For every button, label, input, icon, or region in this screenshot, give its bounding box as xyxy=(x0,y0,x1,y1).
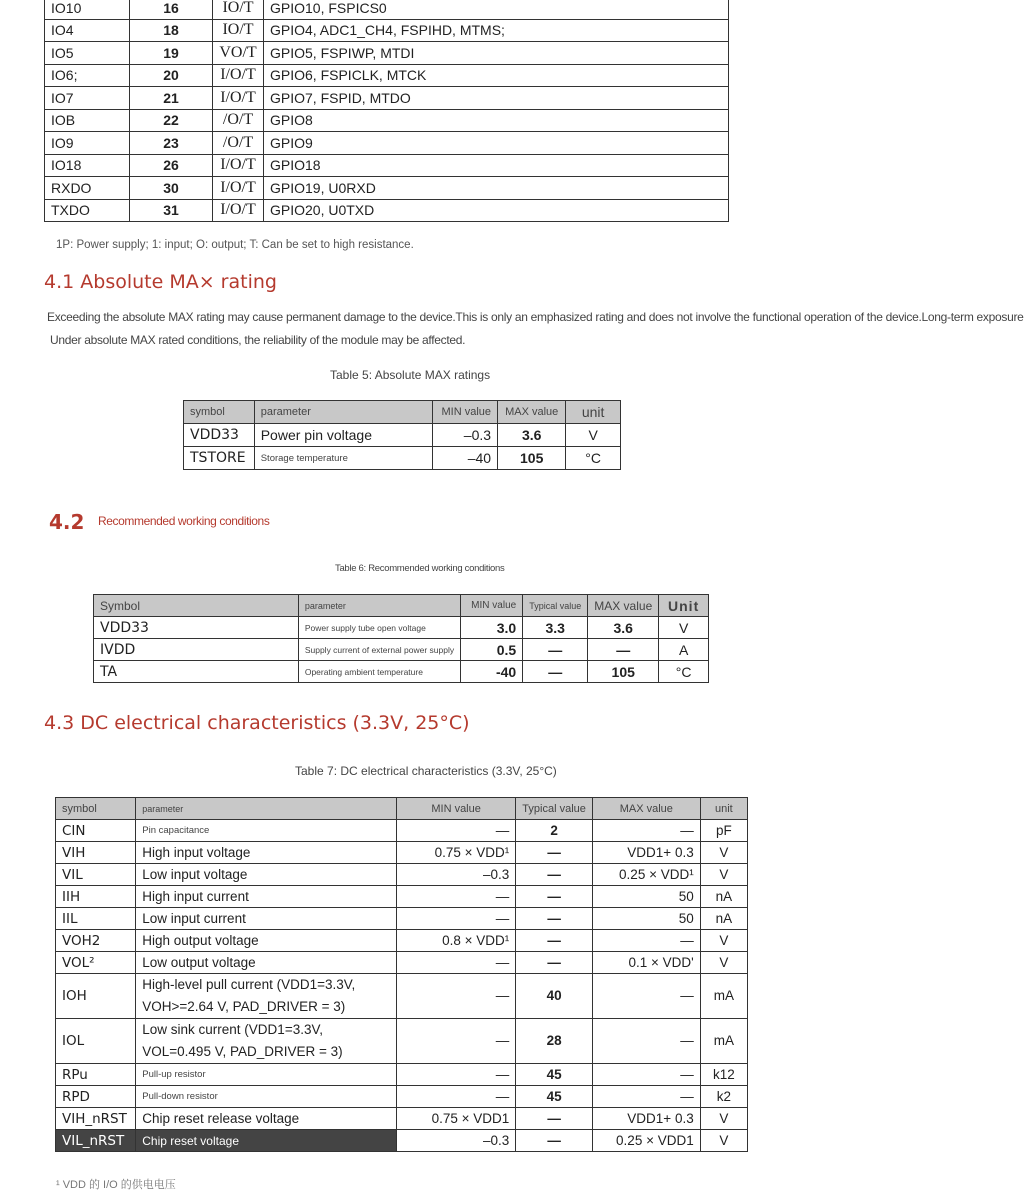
pin-function: GPIO7, FSPID, MTDO xyxy=(264,87,729,110)
section-heading-4-3: 4.3 DC electrical characteristics (3.3V, 25°C) xyxy=(44,712,470,734)
unit-cell: A xyxy=(659,639,709,661)
min-cell: — xyxy=(396,1086,515,1108)
table-row xyxy=(56,1064,748,1086)
pin-name: TXDO xyxy=(45,199,130,222)
min-cell: –0.3 xyxy=(396,1130,515,1152)
table-row xyxy=(56,1108,748,1130)
table-row xyxy=(94,617,709,639)
max-cell: 50 xyxy=(592,908,700,930)
unit-cell: V xyxy=(700,1130,747,1152)
unit-cell: V xyxy=(700,930,747,952)
symbol-cell: RPu xyxy=(56,1064,136,1086)
section-heading-4-1: 4.1 Absolute MA× rating xyxy=(44,271,277,293)
pin-type: /O/T xyxy=(213,132,264,155)
table-row xyxy=(45,177,729,200)
max-cell: 105 xyxy=(588,661,659,683)
pin-number: 19 xyxy=(130,42,213,65)
max-cell: — xyxy=(592,820,700,842)
min-cell: 0.75 × VDD¹ xyxy=(396,842,515,864)
col-header-min: MIN value xyxy=(433,401,498,424)
symbol-cell: RPD xyxy=(56,1086,136,1108)
symbol-cell: VIH_nRST xyxy=(56,1108,136,1130)
unit-cell: V xyxy=(566,424,621,447)
typical-cell: — xyxy=(516,952,593,974)
pin-type-note: 1P: Power supply; 1: input; O: output; T: Can be set to high resistance. xyxy=(56,239,414,251)
pin-name: RXDO xyxy=(45,177,130,200)
min-cell: — xyxy=(396,974,515,1019)
symbol-cell: VDD33 xyxy=(94,617,299,639)
section-number-4-2: 4.2 xyxy=(49,510,85,534)
table-header-row xyxy=(56,798,748,820)
table-7-caption: Table 7: DC electrical characteristics (3.3V, 25°C) xyxy=(295,764,557,778)
section-heading-4-2: Recommended working conditions xyxy=(98,514,270,528)
max-cell: — xyxy=(588,639,659,661)
table-header-row xyxy=(94,595,709,617)
parameter-cell: High-level pull current (VDD1=3.3V, VOH>=2.64 V, PAD_DRIVER = 3) xyxy=(136,974,397,1019)
min-cell: 0.75 × VDD1 xyxy=(396,1108,515,1130)
unit-cell: V xyxy=(700,1108,747,1130)
pin-function: GPIO5, FSPIWP, MTDI xyxy=(264,42,729,65)
col-header-symbol: symbol xyxy=(56,798,136,820)
unit-cell: mA xyxy=(700,974,747,1019)
pin-name: IO4 xyxy=(45,19,130,42)
pin-number: 31 xyxy=(130,199,213,222)
symbol-cell: VOH2 xyxy=(56,930,136,952)
max-cell: — xyxy=(592,1064,700,1086)
typical-cell: — xyxy=(516,908,593,930)
table-row xyxy=(45,64,729,87)
typical-cell: 45 xyxy=(516,1064,593,1086)
symbol-cell: VIL xyxy=(56,864,136,886)
max-cell: — xyxy=(592,974,700,1019)
col-header-parameter: parameter xyxy=(254,401,432,424)
col-header-max: MAX value xyxy=(592,798,700,820)
pin-type: I/O/T xyxy=(213,154,264,177)
table-row xyxy=(45,199,729,222)
pin-name: IO9 xyxy=(45,132,130,155)
symbol-cell: CIN xyxy=(56,820,136,842)
parameter-cell: Chip reset voltage xyxy=(136,1130,397,1152)
parameter-cell: Low output voltage xyxy=(136,952,397,974)
table-row xyxy=(45,154,729,177)
col-header-parameter: parameter xyxy=(298,595,460,617)
table-row xyxy=(184,447,621,470)
max-cell: 3.6 xyxy=(498,424,566,447)
min-cell: — xyxy=(396,886,515,908)
table-row xyxy=(45,109,729,132)
parameter-cell: Operating ambient temperature xyxy=(298,661,460,683)
max-cell: VDD1+ 0.3 xyxy=(592,842,700,864)
col-header-parameter: parameter xyxy=(136,798,397,820)
pin-name: IO18 xyxy=(45,154,130,177)
max-cell: — xyxy=(592,1019,700,1064)
table-row xyxy=(56,974,748,1019)
typical-cell: — xyxy=(516,842,593,864)
pin-function: GPIO19, U0RXD xyxy=(264,177,729,200)
col-header-unit: unit xyxy=(566,401,621,424)
pin-name: IO5 xyxy=(45,42,130,65)
col-header-min: MIN value xyxy=(396,798,515,820)
unit-cell: k2 xyxy=(700,1086,747,1108)
table-row xyxy=(94,661,709,683)
table-row xyxy=(56,1130,748,1152)
typical-cell: — xyxy=(516,1130,593,1152)
parameter-cell: High input current xyxy=(136,886,397,908)
min-cell: — xyxy=(396,820,515,842)
pin-name: IO7 xyxy=(45,87,130,110)
typical-cell: 2 xyxy=(516,820,593,842)
table-header-row xyxy=(184,401,621,424)
max-cell: 0.25 × VDD¹ xyxy=(592,864,700,886)
parameter-cell: Pull-up resistor xyxy=(136,1064,397,1086)
min-cell: — xyxy=(396,1019,515,1064)
pin-type: I/O/T xyxy=(213,177,264,200)
col-header-typical: Typical value xyxy=(516,798,593,820)
pin-type: I/O/T xyxy=(213,87,264,110)
unit-cell: °C xyxy=(659,661,709,683)
table-row xyxy=(94,639,709,661)
absolute-max-ratings-table xyxy=(183,400,621,470)
symbol-cell: IIH xyxy=(56,886,136,908)
symbol-cell: IIL xyxy=(56,908,136,930)
parameter-cell: Storage temperature xyxy=(254,447,432,470)
pin-name: IOB xyxy=(45,109,130,132)
symbol-cell: IVDD xyxy=(94,639,299,661)
typical-cell: — xyxy=(516,886,593,908)
pin-type: /O/T xyxy=(213,109,264,132)
parameter-cell: Power pin voltage xyxy=(254,424,432,447)
dc-characteristics-table xyxy=(55,797,748,1152)
min-cell: 3.0 xyxy=(461,617,523,639)
parameter-cell: Low input current xyxy=(136,908,397,930)
col-header-min: MIN value xyxy=(461,595,523,617)
section-4-1-paragraph-2: Under absolute MAX rated conditions, the reliability of the module may be affected. xyxy=(50,333,466,347)
table-row xyxy=(56,820,748,842)
col-header-typical: Typical value xyxy=(523,595,588,617)
pin-type: VO/T xyxy=(213,42,264,65)
table-row xyxy=(45,0,729,19)
pin-number: 23 xyxy=(130,132,213,155)
min-cell: –0.3 xyxy=(433,424,498,447)
typical-cell: — xyxy=(516,1108,593,1130)
pin-name: IO10 xyxy=(45,0,130,19)
table-row xyxy=(56,886,748,908)
parameter-cell: Pull-down resistor xyxy=(136,1086,397,1108)
min-cell: –40 xyxy=(433,447,498,470)
pin-function: GPIO18 xyxy=(264,154,729,177)
parameter-cell: Power supply tube open voltage xyxy=(298,617,460,639)
pin-type: IO/T xyxy=(213,0,264,19)
parameter-cell: Supply current of external power supply xyxy=(298,639,460,661)
max-cell: VDD1+ 0.3 xyxy=(592,1108,700,1130)
col-header-symbol: Symbol xyxy=(94,595,299,617)
symbol-cell: VIL_nRST xyxy=(56,1130,136,1152)
col-header-max: MAX value xyxy=(588,595,659,617)
pin-number: 20 xyxy=(130,64,213,87)
pin-definition-table xyxy=(44,0,729,222)
table-7-footnote: ¹ VDD 的 I/O 的供电电压 xyxy=(56,1179,176,1191)
pin-number: 30 xyxy=(130,177,213,200)
typical-cell: — xyxy=(516,930,593,952)
pin-function: GPIO8 xyxy=(264,109,729,132)
pin-type: I/O/T xyxy=(213,64,264,87)
max-cell: 0.1 × VDD' xyxy=(592,952,700,974)
table-row xyxy=(56,952,748,974)
table-row xyxy=(56,930,748,952)
table-row xyxy=(184,424,621,447)
typical-cell: 28 xyxy=(516,1019,593,1064)
table-5-caption: Table 5: Absolute MAX ratings xyxy=(330,368,491,382)
symbol-cell: IOL xyxy=(56,1019,136,1064)
table-row xyxy=(45,87,729,110)
col-header-unit: Unit xyxy=(659,595,709,617)
typical-cell: — xyxy=(516,864,593,886)
unit-cell: °C xyxy=(566,447,621,470)
unit-cell: nA xyxy=(700,908,747,930)
col-header-unit: unit xyxy=(700,798,747,820)
section-4-1-paragraph-1: Exceeding the absolute MAX rating may cause permanent damage to the device.This is only an emphasized rating and does not involve the functional operation of the device.Long-term exposure xyxy=(47,310,1024,324)
symbol-cell: TA xyxy=(94,661,299,683)
min-cell: — xyxy=(396,1064,515,1086)
unit-cell: nA xyxy=(700,886,747,908)
pin-name: IO6; xyxy=(45,64,130,87)
typical-cell: 45 xyxy=(516,1086,593,1108)
table-row xyxy=(56,864,748,886)
parameter-cell: High input voltage xyxy=(136,842,397,864)
unit-cell: V xyxy=(700,864,747,886)
parameter-cell: Low input voltage xyxy=(136,864,397,886)
table-row xyxy=(45,19,729,42)
symbol-cell: IOH xyxy=(56,974,136,1019)
table-row xyxy=(56,842,748,864)
symbol-cell: TSTORE xyxy=(184,447,255,470)
col-header-symbol: symbol xyxy=(184,401,255,424)
pin-type: IO/T xyxy=(213,19,264,42)
unit-cell: mA xyxy=(700,1019,747,1064)
unit-cell: V xyxy=(659,617,709,639)
unit-cell: k12 xyxy=(700,1064,747,1086)
min-cell: 0.8 × VDD¹ xyxy=(396,930,515,952)
min-cell: –0.3 xyxy=(396,864,515,886)
pin-function: GPIO4, ADC1_CH4, FSPIHD, MTMS; xyxy=(264,19,729,42)
table-row xyxy=(45,42,729,65)
max-cell: 50 xyxy=(592,886,700,908)
pin-number: 22 xyxy=(130,109,213,132)
symbol-cell: VIH xyxy=(56,842,136,864)
pin-number: 18 xyxy=(130,19,213,42)
col-header-max: MAX value xyxy=(498,401,566,424)
pin-number: 26 xyxy=(130,154,213,177)
table-row xyxy=(56,1019,748,1064)
max-cell: 3.6 xyxy=(588,617,659,639)
table-row xyxy=(45,132,729,155)
max-cell: — xyxy=(592,930,700,952)
typical-cell: — xyxy=(523,661,588,683)
pin-function: GPIO9 xyxy=(264,132,729,155)
max-cell: 105 xyxy=(498,447,566,470)
unit-cell: V xyxy=(700,952,747,974)
pin-type: I/O/T xyxy=(213,199,264,222)
unit-cell: pF xyxy=(700,820,747,842)
pin-number: 16 xyxy=(130,0,213,19)
typical-cell: — xyxy=(523,639,588,661)
table-row xyxy=(56,908,748,930)
table-6-caption: Table 6: Recommended working conditions xyxy=(335,563,505,574)
min-cell: 0.5 xyxy=(461,639,523,661)
table-row xyxy=(56,1086,748,1108)
max-cell: 0.25 × VDD1 xyxy=(592,1130,700,1152)
parameter-cell: Low sink current (VDD1=3.3V, VOL=0.495 V, PAD_DRIVER = 3) xyxy=(136,1019,397,1064)
pin-function: GPIO20, U0TXD xyxy=(264,199,729,222)
unit-cell: V xyxy=(700,842,747,864)
min-cell: — xyxy=(396,952,515,974)
min-cell: — xyxy=(396,908,515,930)
pin-function: GPIO6, FSPICLK, MTCK xyxy=(264,64,729,87)
parameter-cell: Chip reset release voltage xyxy=(136,1108,397,1130)
pin-function: GPIO10, FSPICS0 xyxy=(264,0,729,19)
symbol-cell: VOL² xyxy=(56,952,136,974)
pin-number: 21 xyxy=(130,87,213,110)
recommended-conditions-table xyxy=(93,594,709,683)
max-cell: — xyxy=(592,1086,700,1108)
min-cell: -40 xyxy=(461,661,523,683)
typical-cell: 40 xyxy=(516,974,593,1019)
symbol-cell: VDD33 xyxy=(184,424,255,447)
parameter-cell: Pin capacitance xyxy=(136,820,397,842)
typical-cell: 3.3 xyxy=(523,617,588,639)
parameter-cell: High output voltage xyxy=(136,930,397,952)
